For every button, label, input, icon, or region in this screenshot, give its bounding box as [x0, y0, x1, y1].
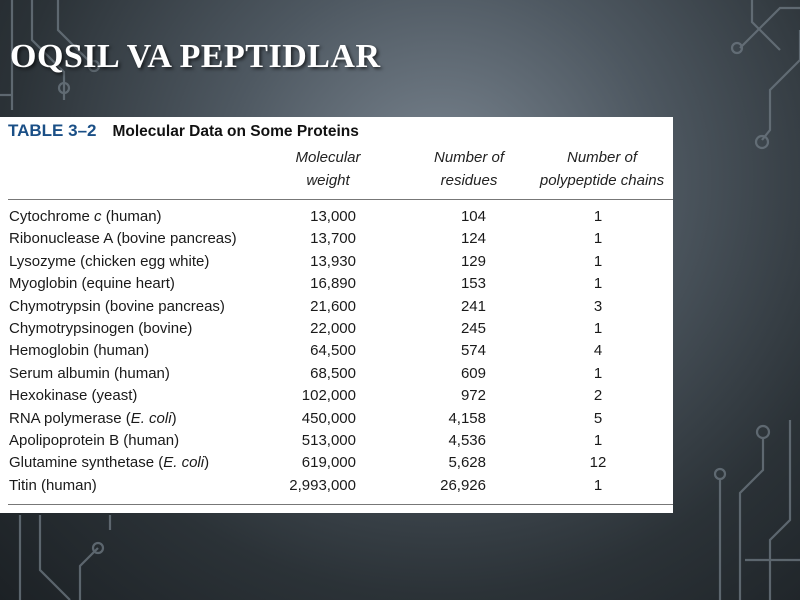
molecular-weight-cell: 21,600	[310, 297, 356, 315]
chains-cell: 1	[593, 364, 603, 382]
protein-name: Glutamine synthetase (E. coli)	[9, 454, 210, 472]
column-header-line: polypeptide chains	[539, 171, 665, 189]
chains-cell: 12	[589, 454, 607, 472]
residues-cell: 972	[460, 387, 486, 405]
slide-title: OQSIL VA PEPTIDLAR	[10, 38, 381, 75]
protein-name: Cytochrome c (human)	[9, 208, 162, 225]
protein-data-table	[0, 117, 673, 513]
molecular-weight-cell: 13,930	[310, 252, 356, 270]
molecular-weight-cell: 22,000	[310, 319, 356, 337]
table-row	[0, 475, 673, 497]
column-header-molecular-weight	[280, 147, 376, 192]
residues-cell: 5,628	[448, 454, 486, 472]
table-row	[0, 385, 673, 407]
footer-divider	[8, 504, 673, 505]
residues-cell: 124	[460, 230, 486, 248]
table-row	[0, 430, 673, 452]
chains-cell: 3	[593, 297, 603, 315]
molecular-weight-cell: 16,890	[310, 275, 356, 293]
column-header-polypeptide-chains	[530, 147, 674, 192]
molecular-weight-cell: 13,000	[310, 208, 356, 225]
protein-name: Lysozyme (chicken egg white)	[9, 252, 210, 270]
chains-cell: 4	[593, 342, 603, 360]
column-header-residues	[414, 147, 524, 192]
molecular-weight-cell: 68,500	[310, 364, 356, 382]
protein-name: Ribonuclease A (bovine pancreas)	[9, 230, 237, 248]
chains-cell: 2	[593, 387, 603, 405]
protein-name: Myoglobin (equine heart)	[9, 275, 175, 293]
column-header-line: Number of	[566, 149, 638, 166]
table-row	[0, 318, 673, 340]
column-header-line: Molecular	[295, 149, 361, 166]
molecular-weight-cell: 102,000	[301, 387, 356, 405]
table-row	[0, 251, 673, 273]
protein-name: RNA polymerase (E. coli)	[9, 409, 177, 427]
column-header-line: Number of	[433, 149, 505, 166]
molecular-weight-cell: 13,700	[310, 230, 356, 248]
table-caption: Molecular Data on Some Proteins	[112, 123, 359, 140]
protein-name: Titin (human)	[9, 476, 97, 494]
chains-cell: 1	[593, 252, 603, 270]
protein-name: Apolipoprotein B (human)	[9, 431, 180, 449]
molecular-weight-cell: 64,500	[310, 342, 356, 360]
table-row	[0, 273, 673, 295]
table-row	[0, 363, 673, 385]
column-header-line: residues	[440, 171, 498, 189]
header-divider	[8, 199, 673, 200]
table-row	[0, 206, 673, 228]
table-header	[8, 121, 359, 141]
molecular-weight-cell: 2,993,000	[289, 476, 356, 494]
residues-cell: 26,926	[440, 476, 486, 494]
table-row	[0, 296, 673, 318]
column-header-line: weight	[306, 171, 350, 189]
protein-name: Serum albumin (human)	[9, 364, 170, 382]
table-row	[0, 228, 673, 250]
table-row	[0, 452, 673, 474]
molecular-weight-cell: 450,000	[301, 409, 356, 427]
protein-name: Chymotrypsin (bovine pancreas)	[9, 297, 225, 315]
residues-cell: 4,158	[448, 409, 486, 427]
residues-cell: 153	[460, 275, 486, 293]
protein-name: Chymotrypsinogen (bovine)	[9, 319, 193, 337]
residues-cell: 4,536	[448, 431, 486, 449]
molecular-weight-cell: 619,000	[301, 454, 356, 472]
protein-name: Hexokinase (yeast)	[9, 387, 138, 405]
molecular-weight-cell: 513,000	[301, 431, 356, 449]
table-row	[0, 340, 673, 362]
chains-cell: 1	[593, 275, 603, 293]
chains-cell: 1	[593, 431, 603, 449]
chains-cell: 5	[593, 409, 603, 427]
residues-cell: 129	[460, 252, 486, 270]
chains-cell: 1	[593, 476, 603, 494]
protein-name: Hemoglobin (human)	[9, 342, 150, 360]
residues-cell: 574	[460, 342, 486, 360]
chains-cell: 1	[593, 230, 603, 248]
table-body	[0, 206, 673, 497]
residues-cell: 241	[460, 297, 486, 315]
chains-cell: 1	[593, 208, 603, 225]
table-number: TABLE 3–2	[8, 121, 97, 140]
residues-cell: 609	[460, 364, 486, 382]
chains-cell: 1	[593, 319, 603, 337]
residues-cell: 245	[460, 319, 486, 337]
table-row	[0, 408, 673, 430]
residues-cell: 104	[460, 208, 486, 225]
